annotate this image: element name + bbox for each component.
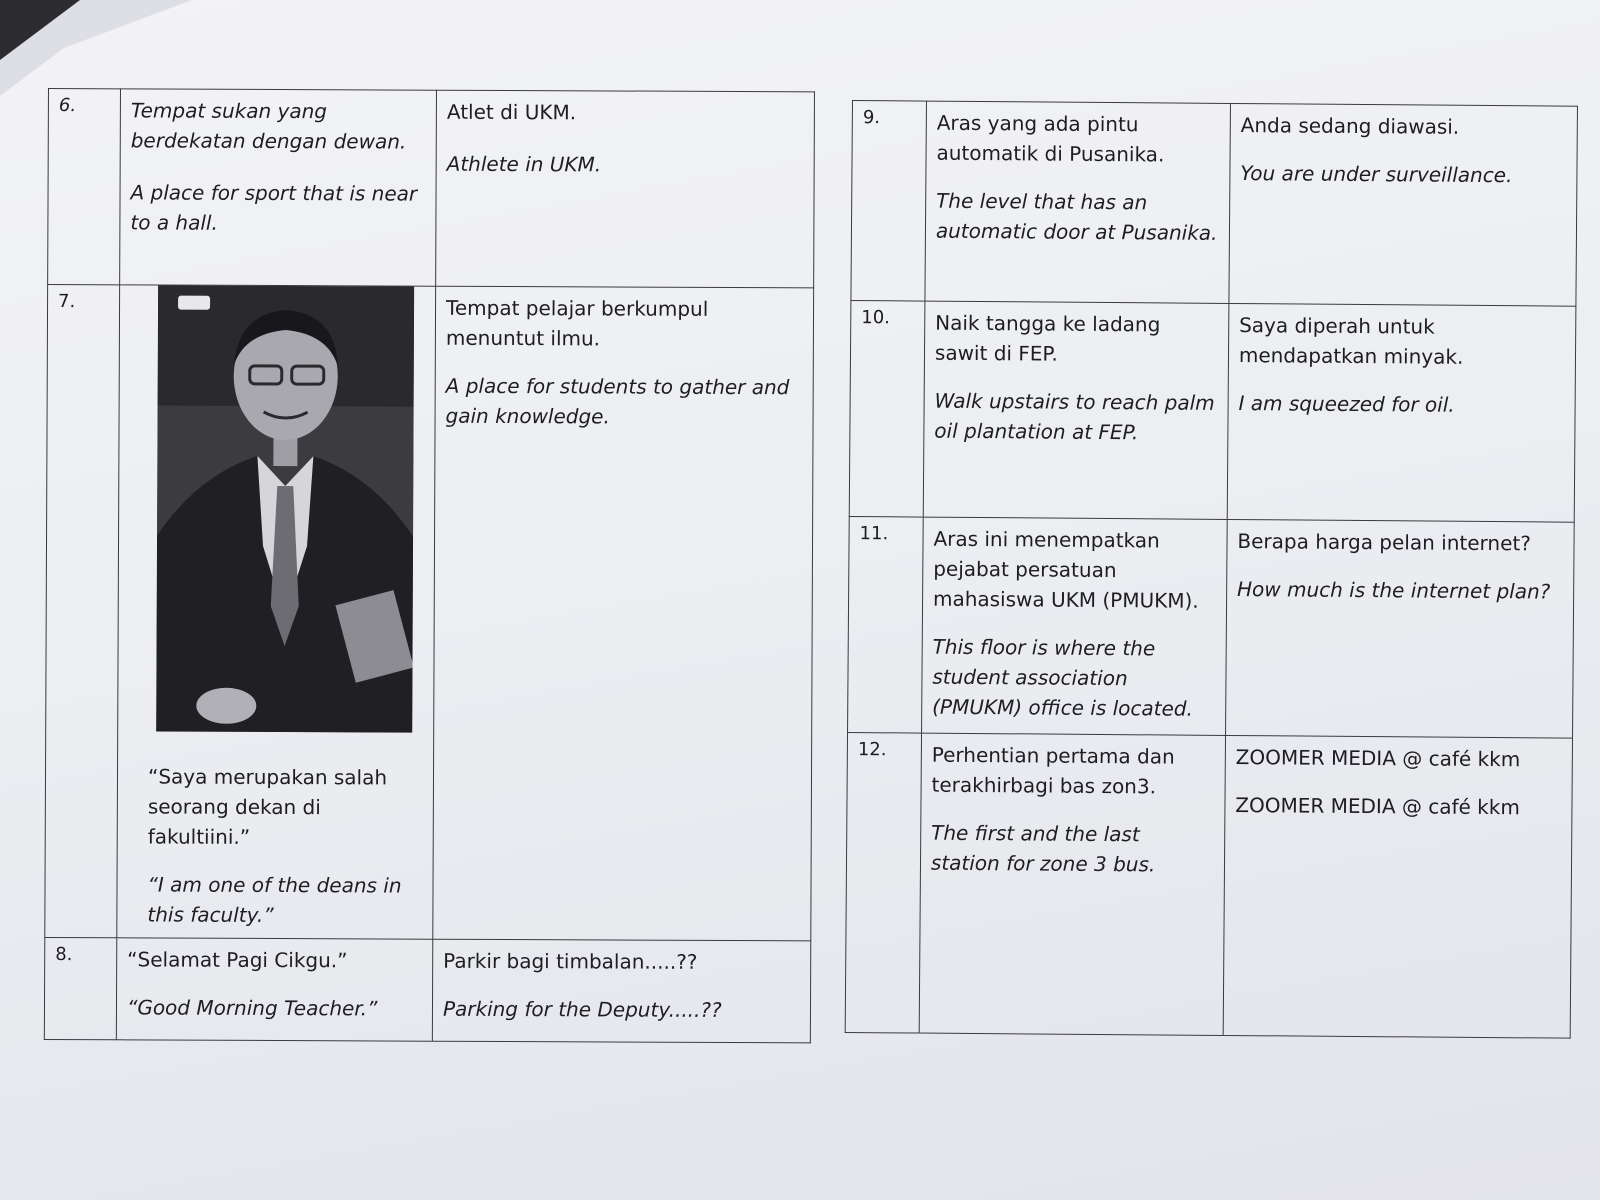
table-row	[848, 516, 1575, 738]
location-english: This floor is where the student association (PMUKM) office is located.	[932, 634, 1194, 721]
location-malay: Tempat sukan yang berdekatan dengan dewan.	[130, 98, 407, 154]
row-number: 12.	[845, 732, 921, 1033]
location-malay: Naik tangga ke ladang sawit di FEP.	[934, 310, 1161, 366]
clue-malay: Saya diperah untuk mendapatkan minyak.	[1238, 313, 1464, 369]
clue-english: ZOOMER MEDIA @ café kkm	[1235, 793, 1520, 820]
location-malay: Aras yang ada pintu automatik di Pusanika.	[936, 110, 1165, 167]
clue-english: You are under surveillance.	[1240, 161, 1513, 188]
location-english: The level that has an automatic door at Pusanika.	[935, 188, 1218, 245]
clue-cell	[433, 286, 814, 941]
location-cell	[116, 938, 432, 1041]
clue-english: How much is the internet plan?	[1236, 577, 1551, 604]
location-cell	[923, 301, 1229, 519]
row-number: 6.	[48, 89, 121, 285]
clue-table-left	[44, 88, 815, 1043]
clue-cell	[1227, 303, 1576, 522]
clue-table-right	[845, 100, 1578, 1039]
location-english: “Good Morning Teacher.”	[126, 995, 378, 1021]
clue-english: Athlete in UKM.	[446, 151, 602, 177]
row-number: 11.	[848, 516, 924, 733]
row-number: 7.	[45, 285, 120, 938]
clue-cell	[1225, 519, 1574, 738]
clue-cell	[1223, 735, 1572, 1038]
location-malay: Aras ini menempatkan pejabat persatuan mahasiswa UKM (PMUKM).	[932, 526, 1199, 613]
quote-malay: “Saya merupakan salah seorang dekan di fakultiini.”	[147, 764, 388, 849]
location-cell	[120, 89, 437, 286]
clue-malay: Anda sedang diawasi.	[1240, 113, 1460, 139]
location-cell	[921, 517, 1227, 735]
location-english: A place for sport that is near to a hall.	[130, 180, 418, 235]
clue-english: I am squeezed for oil.	[1238, 391, 1455, 417]
clue-malay: Parkir bagi timbalan.....??	[443, 948, 698, 974]
clue-cell	[436, 90, 815, 288]
row-number: 9.	[851, 101, 927, 302]
location-cell	[919, 733, 1225, 1035]
clue-cell	[1229, 103, 1578, 306]
clue-english: A place for students to gather and gain knowledge.	[445, 373, 790, 429]
quote-english: “I am one of the deans in this faculty.”	[147, 872, 402, 927]
clue-malay: Atlet di UKM.	[446, 99, 577, 125]
clue-malay: Berapa harga pelan internet?	[1237, 529, 1531, 556]
location-malay: “Selamat Pagi Cikgu.”	[127, 947, 348, 973]
table-row	[44, 937, 810, 1042]
location-malay: Perhentian pertama dan terakhirbagi bas zon3.	[931, 742, 1175, 799]
location-english: Walk upstairs to reach palm oil plantation at FEP.	[934, 388, 1215, 445]
dean-photo	[156, 285, 414, 732]
clue-malay: ZOOMER MEDIA @ café kkm	[1235, 745, 1521, 772]
clue-cell	[432, 939, 810, 1043]
table-row	[45, 285, 814, 941]
table-row	[851, 101, 1578, 307]
clue-malay: Tempat pelajar berkumpul menuntut ilmu.	[445, 295, 709, 351]
table-row	[849, 300, 1576, 522]
row-number: 8.	[44, 937, 116, 1039]
location-cell	[925, 101, 1231, 303]
clue-english: Parking for the Deputy.....??	[442, 996, 722, 1022]
table-row	[48, 89, 815, 288]
table-row	[845, 732, 1572, 1038]
location-english: The first and the last station for zone 3 bus.	[930, 820, 1156, 877]
row-number: 10.	[849, 300, 925, 517]
location-cell	[117, 285, 436, 939]
